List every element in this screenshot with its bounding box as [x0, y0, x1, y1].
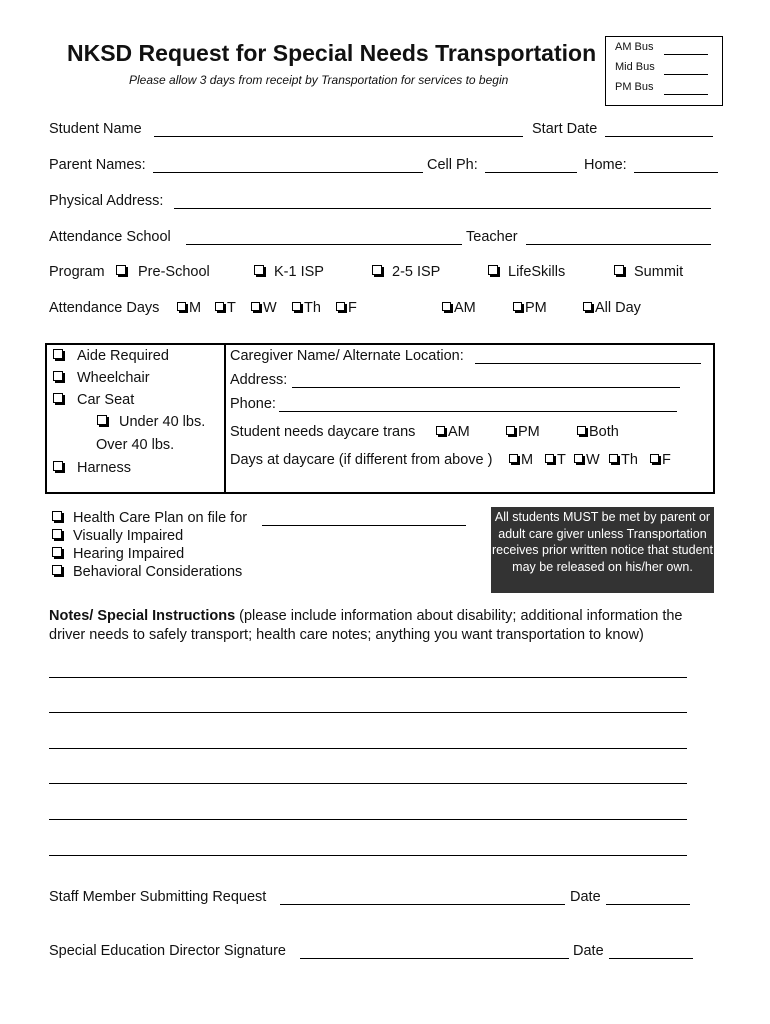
- home-phone-label: Home:: [584, 157, 627, 173]
- checkbox-icon[interactable]: [116, 265, 126, 275]
- option-label: Pre-School: [138, 264, 210, 280]
- notice-box: All students MUST be met by parent or adult care giver unless Transportation receives prior written notice that student may be released on his/her own.: [491, 507, 714, 593]
- program-k1-isp-option[interactable]: [254, 264, 324, 280]
- attendance-days-label: Attendance Days: [49, 300, 160, 316]
- day-th-option[interactable]: [292, 300, 321, 316]
- attendance-school-field[interactable]: [186, 244, 462, 245]
- pm-bus-field[interactable]: [664, 84, 708, 95]
- start-date-field[interactable]: [605, 136, 713, 137]
- physical-address-field[interactable]: [174, 208, 711, 209]
- option-label: All Day: [595, 300, 641, 316]
- checkbox-icon[interactable]: [251, 302, 260, 311]
- mid-bus-label: Mid Bus: [615, 61, 655, 73]
- notes-line[interactable]: [49, 677, 687, 678]
- option-label: Wheelchair: [77, 370, 150, 386]
- days-at-daycare-label: Days at daycare (if different from above ): [230, 452, 493, 468]
- page-title: NKSD Request for Special Needs Transportation: [67, 40, 597, 66]
- option-label: T: [557, 452, 566, 468]
- staff-date-field[interactable]: [606, 904, 690, 905]
- checkbox-icon[interactable]: [545, 454, 554, 463]
- daycare-day-f-option[interactable]: [650, 452, 671, 468]
- option-label: Visually Impaired: [73, 528, 184, 544]
- bus-box: [605, 36, 723, 106]
- am-bus-field[interactable]: [664, 44, 708, 55]
- needs-box-divider: [224, 343, 226, 494]
- checkbox-icon[interactable]: [336, 302, 345, 311]
- mid-bus-field[interactable]: [664, 64, 708, 75]
- program-lifeskills-option[interactable]: [488, 264, 565, 280]
- checkbox-icon[interactable]: [53, 393, 63, 403]
- cell-phone-field[interactable]: [485, 172, 577, 173]
- staff-date-label: Date: [570, 889, 601, 905]
- caregiver-name-label: Caregiver Name/ Alternate Location:: [230, 348, 464, 364]
- day-m-option[interactable]: [177, 300, 201, 316]
- student-name-field[interactable]: [154, 136, 523, 137]
- checkbox-icon[interactable]: [52, 529, 62, 539]
- option-label: Health Care Plan on file for: [73, 510, 248, 526]
- time-am-option[interactable]: [442, 300, 476, 316]
- program-label: Program: [49, 264, 105, 280]
- health-plan-option[interactable]: [52, 510, 247, 526]
- caregiver-address-label: Address:: [230, 372, 288, 388]
- page-subtitle: Please allow 3 days from receipt by Transportation for services to begin: [129, 73, 509, 87]
- day-f-option[interactable]: [336, 300, 357, 316]
- checkbox-icon[interactable]: [53, 349, 63, 359]
- caregiver-phone-field[interactable]: [279, 411, 677, 412]
- parent-names-label: Parent Names:: [49, 157, 146, 173]
- director-date-label: Date: [573, 943, 604, 959]
- option-label: LifeSkills: [508, 264, 566, 280]
- caregiver-name-field[interactable]: [475, 363, 701, 364]
- checkbox-icon[interactable]: [436, 426, 445, 435]
- checkbox-icon[interactable]: [506, 426, 515, 435]
- option-label: AM: [448, 424, 470, 440]
- option-label: 2-5 ISP: [392, 264, 441, 280]
- option-label: AM: [454, 300, 476, 316]
- student-name-label: Student Name: [49, 121, 142, 137]
- notes-heading: Notes/ Special Instructions: [49, 608, 236, 624]
- checkbox-icon[interactable]: [177, 302, 186, 311]
- notes-line[interactable]: [49, 712, 687, 713]
- daycare-trans-label: Student needs daycare trans: [230, 424, 416, 440]
- checkbox-icon[interactable]: [53, 371, 63, 381]
- program-preschool-option[interactable]: [116, 264, 210, 280]
- option-label: Behavioral Considerations: [73, 564, 243, 580]
- daycare-day-m-option[interactable]: [509, 452, 533, 468]
- checkbox-icon[interactable]: [609, 454, 618, 463]
- notes-line[interactable]: [49, 748, 687, 749]
- notes-line[interactable]: [49, 819, 687, 820]
- pm-bus-label: PM Bus: [615, 81, 654, 93]
- director-signature-field[interactable]: [300, 958, 569, 959]
- option-label: W: [263, 300, 277, 316]
- daycare-both-option[interactable]: [577, 424, 619, 440]
- visually-impaired-option[interactable]: [52, 528, 183, 544]
- checkbox-icon[interactable]: [488, 265, 498, 275]
- health-plan-field[interactable]: [262, 525, 466, 526]
- checkbox-icon[interactable]: [53, 461, 63, 471]
- caregiver-address-field[interactable]: [292, 387, 680, 388]
- option-label: Aide Required: [77, 348, 169, 364]
- behavioral-option[interactable]: [52, 564, 242, 580]
- option-label: Th: [621, 452, 638, 468]
- notes-text: (please include information about disability; additional information the driver needs to safely transport; health care notes; anything you want transportation to know): [49, 608, 683, 643]
- program-summit-option[interactable]: [614, 264, 683, 280]
- am-bus-label: AM Bus: [615, 41, 654, 53]
- cell-phone-label: Cell Ph:: [427, 157, 478, 173]
- checkbox-icon[interactable]: [513, 302, 522, 311]
- teacher-label: Teacher: [466, 229, 518, 245]
- daycare-day-th-option[interactable]: [609, 452, 638, 468]
- time-all-day-option[interactable]: [583, 300, 641, 316]
- option-label: Hearing Impaired: [73, 546, 185, 562]
- option-label: PM: [525, 300, 547, 316]
- option-label: T: [227, 300, 236, 316]
- checkbox-icon[interactable]: [574, 454, 583, 463]
- option-label: Summit: [634, 264, 684, 280]
- physical-address-label: Physical Address:: [49, 193, 164, 209]
- option-label: PM: [518, 424, 540, 440]
- checkbox-icon[interactable]: [215, 302, 224, 311]
- option-label: Under 40 lbs.: [119, 414, 206, 430]
- option-label: Th: [304, 300, 321, 316]
- staff-member-field[interactable]: [280, 904, 565, 905]
- teacher-field[interactable]: [526, 244, 711, 245]
- checkbox-icon[interactable]: [52, 547, 62, 557]
- option-label: Both: [589, 424, 619, 440]
- caregiver-phone-label: Phone:: [230, 396, 276, 412]
- checkbox-icon[interactable]: [292, 302, 301, 311]
- harness-option[interactable]: [53, 460, 131, 476]
- attendance-school-label: Attendance School: [49, 229, 171, 245]
- option-label: M: [521, 452, 534, 468]
- daycare-am-option[interactable]: [436, 424, 470, 440]
- daycare-day-w-option[interactable]: [574, 452, 600, 468]
- checkbox-icon[interactable]: [52, 565, 62, 575]
- notes-line[interactable]: [49, 783, 687, 784]
- checkbox-icon[interactable]: [52, 511, 62, 521]
- checkbox-icon[interactable]: [442, 302, 451, 311]
- checkbox-icon[interactable]: [509, 454, 518, 463]
- director-date-field[interactable]: [609, 958, 693, 959]
- daycare-day-t-option[interactable]: [545, 452, 566, 468]
- daycare-pm-option[interactable]: [506, 424, 540, 440]
- checkbox-icon[interactable]: [97, 415, 107, 425]
- checkbox-icon[interactable]: [650, 454, 659, 463]
- option-label: W: [586, 452, 600, 468]
- director-signature-label: Special Education Director Signature: [49, 943, 286, 959]
- wheelchair-option[interactable]: [53, 370, 150, 386]
- car-seat-option[interactable]: [53, 392, 134, 408]
- checkbox-icon[interactable]: [577, 426, 586, 435]
- under-40-option[interactable]: [97, 414, 205, 430]
- option-label: K-1 ISP: [274, 264, 324, 280]
- option-label: F: [348, 300, 357, 316]
- checkbox-icon[interactable]: [372, 265, 382, 275]
- program-2-5-isp-option[interactable]: [372, 264, 440, 280]
- checkbox-icon[interactable]: [583, 302, 592, 311]
- day-w-option[interactable]: [251, 300, 277, 316]
- home-phone-field[interactable]: [634, 172, 718, 173]
- over-40-label: Over 40 lbs.: [96, 437, 175, 453]
- day-t-option[interactable]: [215, 300, 236, 316]
- option-label: Car Seat: [77, 392, 135, 408]
- notes-instructions: [49, 607, 719, 645]
- start-date-label: Start Date: [532, 121, 598, 137]
- option-label: F: [662, 452, 671, 468]
- option-label: M: [189, 300, 202, 316]
- time-pm-option[interactable]: [513, 300, 547, 316]
- aide-required-option[interactable]: [53, 348, 169, 364]
- option-label: Harness: [77, 460, 131, 476]
- staff-member-label: Staff Member Submitting Request: [49, 889, 267, 905]
- notes-line[interactable]: [49, 855, 687, 856]
- parent-names-field[interactable]: [153, 172, 423, 173]
- checkbox-icon[interactable]: [254, 265, 264, 275]
- checkbox-icon[interactable]: [614, 265, 624, 275]
- hearing-impaired-option[interactable]: [52, 546, 184, 562]
